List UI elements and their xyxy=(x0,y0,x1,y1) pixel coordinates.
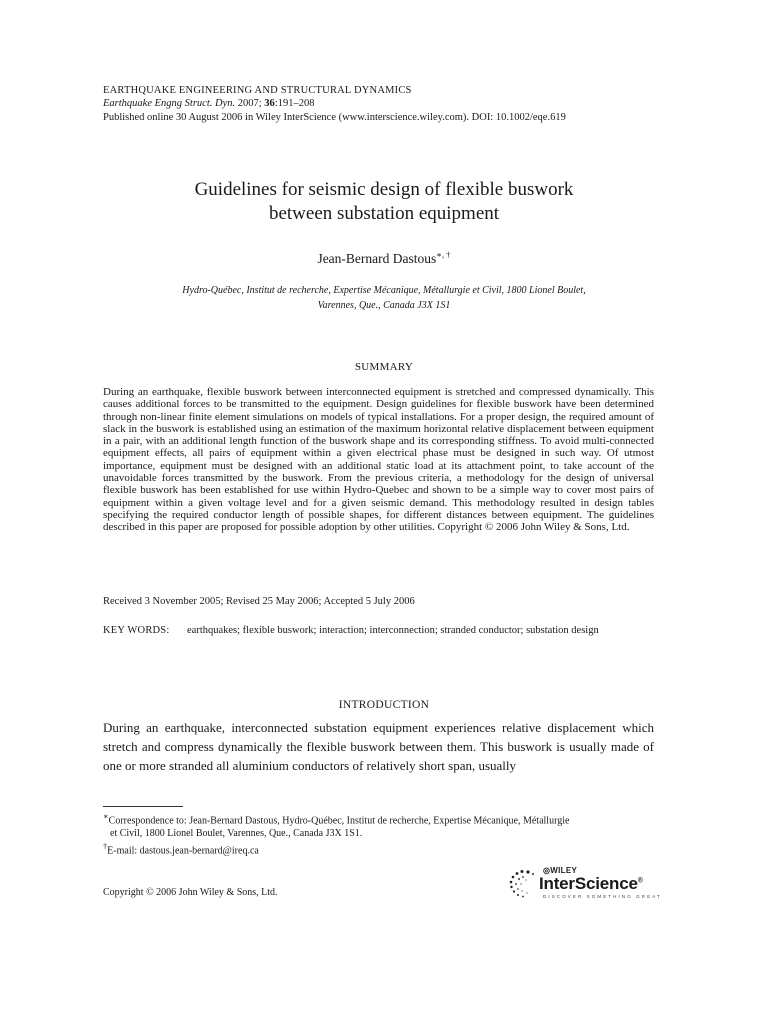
footnote-email xyxy=(103,841,654,858)
copyright-prefix: Copyright xyxy=(103,887,147,898)
correspondence-mark: ∗ xyxy=(103,812,109,821)
copyright-symbol: © xyxy=(146,887,154,898)
publication-info: Published online 30 August 2006 in Wiley InterScience (www.interscience.wiley.com). DOI: 10.1002/eqe.619 xyxy=(103,111,566,123)
correspondence-line-2: et Civil, 1800 Lionel Boulet, Varennes, Que., Canada J3X 1S1. xyxy=(110,827,363,839)
copyright-notice xyxy=(103,887,278,898)
introduction-heading: INTRODUCTION xyxy=(338,699,430,711)
affiliation-line-1: Hydro-Québec, Institut de recherche, Expertise Mécanique, Métallurgie et Civil, 1800 Lionel Boulet, xyxy=(182,285,586,296)
keywords-label: KEY WORDS: xyxy=(103,625,170,636)
keywords-text: earthquakes; flexible buswork; interaction; interconnection; stranded conductor; substation design xyxy=(187,625,599,636)
author-marks: ∗, † xyxy=(436,249,451,260)
copyright-suffix: 2006 John Wiley & Sons, Ltd. xyxy=(153,887,278,898)
author xyxy=(103,251,665,267)
correspondence-line-1: Correspondence to: Jean-Bernard Dastous, Hydro-Québec, Institut de recherche, Expertise Mécanique, Métallurgie xyxy=(108,815,570,827)
journal-name: EARTHQUAKE ENGINEERING AND STRUCTURAL DYNAMICS xyxy=(103,85,412,96)
email-text: E-mail: dastous.jean-bernard@ireq.ca xyxy=(107,844,259,856)
summary-text: During an earthquake, flexible buswork between interconnected equipment is stretched and compressed dynamically. This causes additional forces to be transmitted to the equipment. Design guidelines for flexible buswork have been determined through non-linear finite element simulations on models of typical installations. For a proper design, the required amount of slack in the buswork is established using an estimation of the maximum horizontal relative displacement between equipment in a pair, with an additional length function of the buswork shape and its corresponding stiffness. To avoid multi-connected equipment effects, all pairs of equipment within a given electrical phase must be designed in such way. Of utmost importance, equipment must be designed with an additional static load at its attachment point, to take account of the unavoidable forces transmitted by the buswork. From the previous criteria, a methodology for the design of universal flexible buswork has been established for use within Hydro-Quebec and shown to be a simple way to cover most pairs of equipment within a given voltage level and for a given seismic demand. This methodology resulted in design tables specifying the required conductor length of possible shapes, for different distances between equipment. The guidelines described in this paper are proposed for possible adoption by other utilities. Copyright © 2006 John Wiley & Sons, Ltd. xyxy=(103,386,654,534)
email-mark: † xyxy=(103,841,108,851)
dot-swirl-icon xyxy=(506,866,542,900)
affiliation xyxy=(103,284,665,313)
received-dates: Received 3 November 2005; Revised 25 May 2006; Accepted 5 July 2006 xyxy=(103,596,415,607)
journal-citation xyxy=(103,97,566,110)
logo-wiley: ◎WILEY xyxy=(543,866,578,875)
title-line-2: between substation equipment xyxy=(268,202,500,224)
introduction-text: During an earthquake, interconnected substation equipment experiences relative displacement which stretch and compress dynamically the flexible buswork between them. This buswork is usually made of one or more stranded all aluminium conductors of relatively short span, usually xyxy=(103,720,654,773)
footnotes xyxy=(103,811,654,857)
citation-volume: 36 xyxy=(264,98,275,110)
citation-prefix: Earthquake Engng Struct. Dyn. xyxy=(103,98,236,110)
journal-header xyxy=(103,84,566,124)
summary-heading: SUMMARY xyxy=(354,361,414,373)
footnote-rule xyxy=(103,806,183,807)
title-line-1: Guidelines for seismic design of flexible buswork xyxy=(194,179,574,200)
affiliation-line-2: Varennes, Que., Canada J3X 1S1 xyxy=(317,299,451,311)
logo-wiley-text: WILEY xyxy=(550,866,578,875)
logo-name-text: InterScience xyxy=(539,874,638,893)
footnote-correspondence xyxy=(103,811,654,828)
citation-year: 2007; xyxy=(235,98,265,110)
paper-title xyxy=(103,178,665,225)
logo-registered: ® xyxy=(637,877,643,885)
interscience-logo xyxy=(506,866,662,900)
logo-tagline: DISCOVER SOMETHING GREAT xyxy=(543,894,662,899)
citation-pages: :191–208 xyxy=(274,98,315,110)
author-name: Jean-Bernard Dastous xyxy=(317,251,437,266)
logo-name xyxy=(539,874,643,894)
